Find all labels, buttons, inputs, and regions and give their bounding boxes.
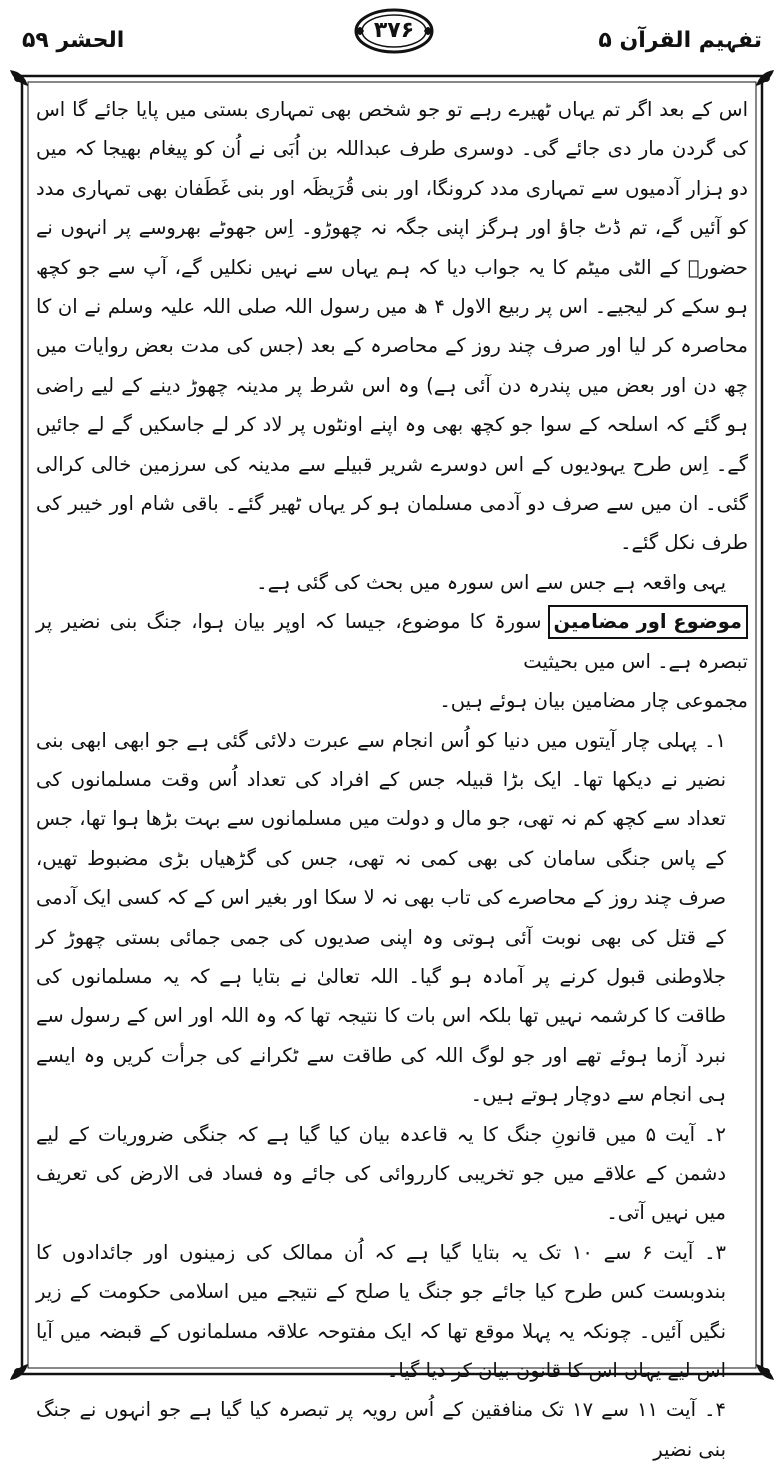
paragraph-1: اس کے بعد اگر تم یہاں ٹھیرے رہے تو جو شخص بھی تمہاری بستی میں پایا جائے گا اس کی گردن مار دی جائے گی۔ دوسری طرف عبداللہ بن اُبَی نے اُن کو پیغام بھیجا کہ میں دو ہزار آدمیوں سے تمہاری مدد کرونگا، اور بنی قُرَیظَہ اور بنی غَطَفان بھی تمہاری مدد کو آئیں گے، تم ڈٹ جاؤ اور ہرگز اپنی جگہ نہ چھوڑو۔ اِس جھوٹے بھروسے پر انہوں نے حضورؐ کے الٹی میٹم کا یہ جواب دیا کہ ہم یہاں سے نہیں نکلیں گے، آپ سے جو کچھ ہو سکے کر لیجیے۔ اس پر ربیع الاول ۴ ھ میں رسول اللہ صلی اللہ علیہ وسلم نے ان کا محاصرہ کر لیا اور صرف چند روز کے محاصرہ کے بعد (جس کی مدت بعض روایات میں چھ دن اور بعض میں پندرہ دن آئی ہے) وہ اس شرط پر مدینہ چھوڑ دینے کے لیے راضی ہو گئے کہ اسلحہ کے سوا جو کچھ بھی وہ اپنے اونٹوں پر لاد کر لے جاسکیں گے لے جائیں گے۔ اِس طرح یہودیوں کے اس دوسرے شریر قبیلے سے مدینہ کی سرزمین خالی کرالی گئی۔ ان میں سے صرف دو آدمی مسلمان ہو کر یہاں ٹھیر گئے۔ باقی شام اور خیبر کی طرف نکل گئے۔	[36, 98, 749, 555]
page-body	[36, 90, 749, 1461]
topic-heading: موضوع اور مضامین	[548, 605, 749, 639]
page-header	[0, 0, 784, 66]
book-title: تفہیم القرآن ۵	[598, 28, 762, 53]
topic-paragraph	[36, 602, 748, 681]
paragraph-3: مجموعی چار مضامین بیان ہوئے ہیں۔	[439, 689, 748, 713]
page-number-medallion	[352, 6, 436, 56]
page-number: ۳۷۶	[373, 18, 415, 43]
paragraph-5: ۲۔ آیت ۵ میں قانونِ جنگ کا یہ قاعدہ بیان کیا گیا ہے کہ جنگی ضروریات کے لیے دشمن کے علاقے میں جو تخریبی کارروائی کی جائے وہ فساد فی الارض کی تعریف میں نہیں آتی۔	[36, 1122, 726, 1225]
paragraph-4: ۱۔ پہلی چار آیتوں میں دنیا کو اُس انجام سے عبرت دلائی گئی ہے جو ابھی ابھی بنی نضیر نے دیکھا تھا۔ ایک بڑا قبیلہ جس کے افراد کی تعداد اُس وقت مسلمانوں کی تعداد سے کچھ کم نہ تھی، جو مال و دولت میں مسلمانوں سے بہت بڑھا ہوا تھا، جس کے پاس جنگی سامان کی بھی کمی نہ تھی، جس کی گڑھیاں بڑی مضبوط تھیں، صرف چند روز کے محاصرے کی تاب بھی نہ لا سکا اور بغیر اس کے کہ کسی ایک آدمی کے قتل کی بھی نوبت آئی ہوتی وہ اپنی صدیوں کی جمی جمائی بستی چھوڑ کر جلاوطنی قبول کرنے پر آمادہ ہو گیا۔ اللہ تعالیٰ نے بتایا ہے کہ یہ مسلمانوں کی طاقت کا کرشمہ نہیں تھا بلکہ اس بات کا نتیجہ تھا کہ وہ اللہ اور اس کے رسول سے نبرد آزما ہوئے تھے اور جو لوگ اللہ کی طاقت سے ٹکرانے کی جرأت کریں وہ ایسے ہی انجام سے دوچار ہوتے ہیں۔	[36, 728, 726, 1107]
topic-text: سورۃ کا موضوع، جیسا کہ اوپر بیان ہوا، جنگ بنی نضیر پر تبصرہ ہے۔ اس میں بحیثیت	[36, 610, 748, 673]
paragraph-7: ۴۔ آیت ۱۱ سے ۱۷ تک منافقین کے اُس رویہ پر تبصرہ کیا گیا ہے جو انہوں نے جنگ بنی نضیر	[36, 1398, 726, 1461]
paragraph-6: ۳۔ آیت ۶ سے ۱۰ تک یہ بتایا گیا ہے کہ اُن ممالک کی زمینوں اور جائدادوں کا بندوبست کس طرح کیا جائے جو جنگ یا صلح کے نتیجے میں اسلامی حکومت کے زیر نگیں آئیں۔ چونکہ یہ پہلا موقع تھا کہ ایک مفتوحہ علاقہ مسلمانوں کے قبضہ میں آیا اس لیے یہاں اس کا قانون بیان کر دیا گیا۔	[36, 1240, 726, 1382]
paragraph-2: یہی واقعہ ہے جس سے اس سورہ میں بحث کی گئی ہے۔	[256, 570, 726, 594]
surah-label: الحشر ۵۹	[22, 28, 125, 53]
